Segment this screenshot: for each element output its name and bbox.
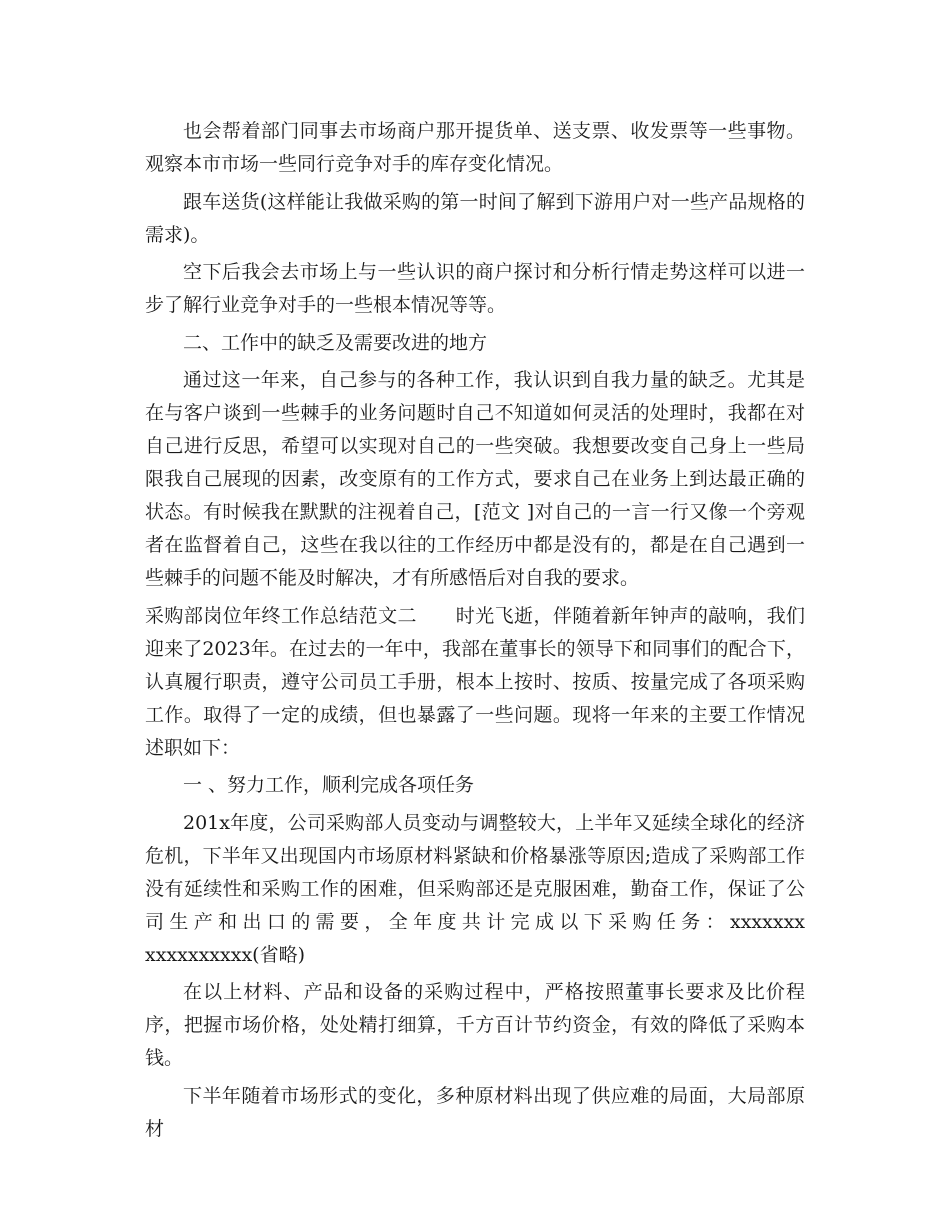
paragraph-sample-two-intro: 采购部岗位年终工作总结范文二 时光飞逝，伴随着新年钟声的敲响，我们迎来了2023年。在过去的一年中，我部在董事长的领导下和同事们的配合下，认真履行职责，遵守公司员工手册，根本上按时、按质、按量完成了各项采购工作。取得了一定的成绩，但也暴露了一些问题。现将一年来的主要工作情况述职如下： bbox=[145, 604, 805, 759]
paragraph-market-research: 空下后我会去市场上与一些认识的商户探讨和分析行情走势这样可以进一步了解行业竞争对手的一些根本情况等等。 bbox=[145, 261, 805, 316]
section-heading-shortcomings: 二、工作中的缺乏及需要改进的地方 bbox=[183, 331, 488, 354]
paragraph-self-reflection: 通过这一年来，自己参与的各种工作，我认识到自我力量的缺乏。尤其是在与客户谈到一些棘手的业务问题时自己不知道如何灵活的处理时，我都在对自己进行反思，希望可以实现对自己的一些突破。我想要改变自己身上一些局限我自己展现的因素，改变原有的工作方式，要求自己在业务上到达最正确的状态。有时候我在默默的注视着自己，[范文 ]对自己的一言一行又像一个旁观者在监督着自己，这些在我以往的工作经历中都是没有的，都是在自己遇到一些棘手的问题不能及时解决，才有所感悟后对自我的要求。 bbox=[145, 369, 805, 589]
paragraph-second-half: 下半年随着市场形式的变化，多种原材料出现了供应难的局面，大局部原材 bbox=[145, 1084, 805, 1140]
paragraph-delivery: 跟车送货(这样能让我做采购的第一时间了解到下游用户对一些产品规格的需求)。 bbox=[145, 190, 805, 246]
document-body bbox=[145, 115, 805, 1150]
paragraph-store-tasks: 也会帮着部门同事去市场商户那开提货单、送支票、收发票等一些事物。观察本市市场一些同行竞争对手的库存变化情况。 bbox=[145, 120, 805, 175]
section-heading-tasks: 一 、努力工作，顺利完成各项任务 bbox=[183, 774, 475, 796]
paragraph-cost-control: 在以上材料、产品和设备的采购过程中，严格按照董事长要求及比价程序，把握市场价格，处处精打细算，千方百计节约资金，有效的降低了采购本钱。 bbox=[145, 981, 805, 1069]
paragraph-annual-procurement: 201x年度，公司采购部人员变动与调整较大，上半年又延续全球化的经济危机，下半年又出现国内市场原材料紧缺和价格暴涨等原因;造成了采购部工作没有延续性和采购工作的困难，但采购部还是克服困难，勤奋工作，保证了公司生产和出口的需要，全年度共计完成以下采购任务：xxxxxxx xxxxxxxxxx(省略) bbox=[145, 811, 805, 966]
